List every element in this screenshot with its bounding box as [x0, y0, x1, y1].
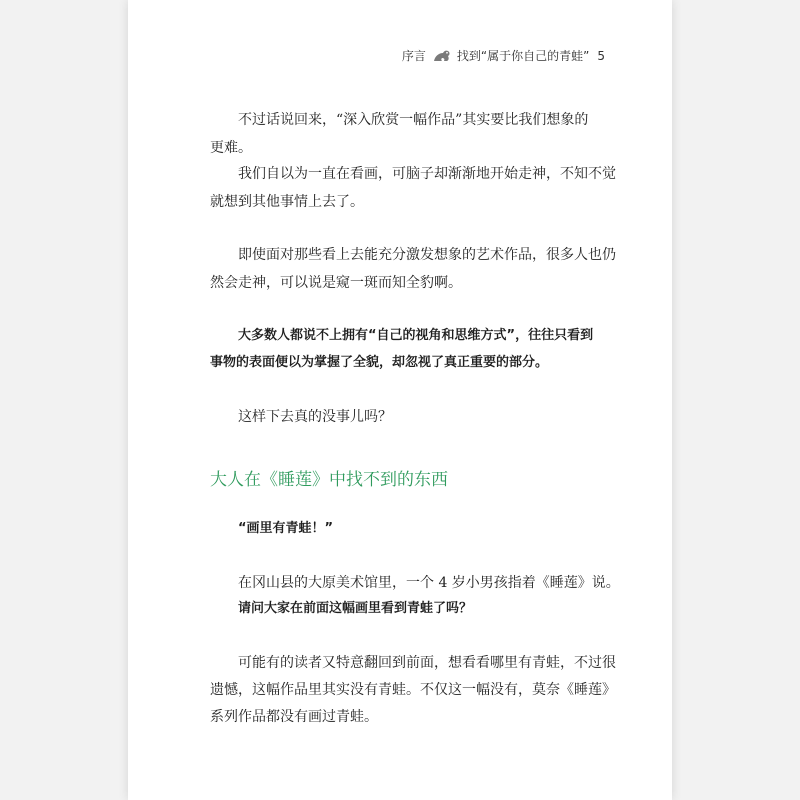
section-heading: 大人在《睡莲》中找不到的东西	[210, 470, 448, 490]
quote-line: “画里有青蛙！”	[238, 521, 334, 536]
paragraph-1-line-1: 不过话说回来，“深入欣赏一幅作品”其实要比我们想象的	[238, 112, 589, 128]
header-title: 找到“属于你自己的青蛙”	[456, 49, 590, 63]
paragraph-4-line-2: 事物的表面便以为掌握了全貌，却忽视了真正重要的部分。	[210, 355, 549, 370]
running-header	[402, 47, 605, 64]
paragraph-2-line-1: 我们自以为一直在看画，可脑子却渐渐地开始走神，不知不觉	[238, 166, 616, 182]
paragraph-1-line-2: 更难。	[210, 140, 252, 156]
paragraph-6: 在冈山县的大原美术馆里，一个 4 岁小男孩指着《睡莲》说。	[238, 575, 620, 591]
paragraph-4-line-1: 大多数人都说不上拥有“自己的视角和思维方式”，往往只看到	[238, 328, 594, 343]
paragraph-8-line-2: 遗憾，这幅作品里其实没有青蛙。不仅这一幅没有，莫奈《睡莲》	[210, 682, 616, 698]
book-page	[128, 0, 672, 800]
paragraph-7: 请问大家在前面这幅画里看到青蛙了吗？	[238, 601, 473, 616]
paragraph-8-line-3: 系列作品都没有画过青蛙。	[210, 709, 378, 725]
paragraph-8-line-1: 可能有的读者又特意翻回到前面，想看看哪里有青蛙，不过很	[238, 655, 616, 671]
paragraph-3-line-1: 即使面对那些看上去能充分激发想象的艺术作品，很多人也仍	[238, 247, 616, 263]
paragraph-5: 这样下去真的没事儿吗？	[238, 409, 392, 425]
frog-icon	[433, 49, 451, 63]
page-number: 5	[597, 48, 605, 63]
paragraph-2-line-2: 就想到其他事情上去了。	[210, 194, 364, 210]
paragraph-3-line-2: 然会走神，可以说是窥一斑而知全豹啊。	[210, 275, 462, 291]
chapter-label: 序言	[401, 49, 426, 63]
